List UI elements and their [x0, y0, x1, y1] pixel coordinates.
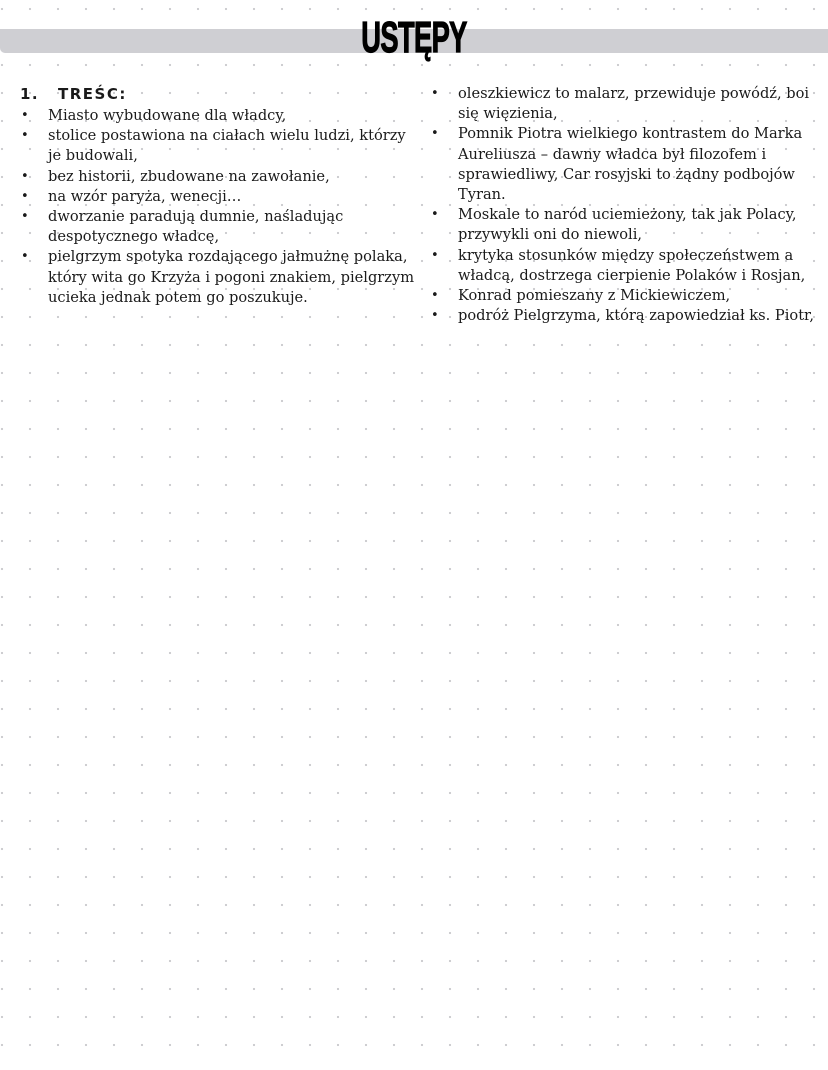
bullet-icon: • [431, 288, 439, 304]
section-number: 1. [20, 85, 40, 103]
right-column [430, 84, 822, 326]
left-column [20, 84, 415, 308]
list-item-text: na wzór paryża, wenecji… [48, 187, 242, 205]
list-item [20, 106, 415, 126]
bullet-icon: • [431, 207, 439, 223]
list-item-text: dworzanie paradują dumnie, naśladując despotycznego władcę, [48, 208, 344, 246]
list-item-text: Pomnik Piotra wielkiego kontrastem do Marka Aureliusza – dawny władca był filozofem i sprawiedliwy, Car rosyjski to żądny podbojów Tyran. [458, 125, 803, 204]
page-title-text: USTĘPY [361, 13, 467, 62]
list-item-text: Konrad pomieszany z Mickiewiczem, [458, 287, 731, 305]
list-item [430, 84, 822, 124]
section-heading [20, 84, 415, 105]
right-bullet-list [430, 84, 822, 326]
list-item-text: stolice postawiona na ciałach wielu ludzi, którzy je budowali, [48, 127, 406, 165]
list-item [20, 207, 415, 247]
bullet-icon: • [431, 126, 439, 142]
list-item-text: krytyka stosunków między społeczeństwem a władcą, dostrzega cierpienie Polaków i Rosjan, [458, 246, 806, 284]
left-bullet-list [20, 106, 415, 308]
list-item [430, 246, 822, 286]
list-item [430, 306, 822, 326]
bullet-icon: • [21, 188, 29, 204]
bullet-icon: • [431, 86, 439, 101]
list-item-text: pielgrzym spotyka rozdającego jałmużnę polaka, który wita go Krzyża i pogoni znakiem, pielgrzym ucieka jednak potem go poszukuje. [48, 248, 415, 306]
list-item-text: bez historii, zbudowane na zawołanie, [48, 167, 330, 185]
list-item [20, 247, 415, 308]
bullet-icon: • [431, 247, 439, 263]
bullet-icon: • [431, 308, 439, 324]
bullet-icon: • [21, 209, 29, 225]
bullet-icon: • [21, 128, 29, 144]
bullet-icon: • [21, 249, 29, 265]
section-heading-text: TREŚC: [58, 85, 127, 103]
list-item [20, 126, 415, 166]
list-item [430, 286, 822, 306]
list-item-text: Miasto wybudowane dla władcy, [48, 107, 287, 124]
list-item [430, 124, 822, 205]
bullet-icon: • [21, 168, 29, 184]
list-item [20, 187, 415, 207]
list-item [20, 167, 415, 187]
page-title [0, 14, 828, 62]
list-item-text: Moskale to naród uciemieżony, tak jak Polacy, przywykli oni do niewoli, [458, 206, 797, 244]
bullet-icon: • [21, 108, 29, 123]
list-item-text: podróż Pielgrzyma, którą zapowiedział ks. Piotr, [458, 307, 815, 325]
list-item-text: oleszkiewicz to malarz, przewiduje powódź, boi się więzienia, [458, 85, 810, 123]
list-item [430, 205, 822, 245]
